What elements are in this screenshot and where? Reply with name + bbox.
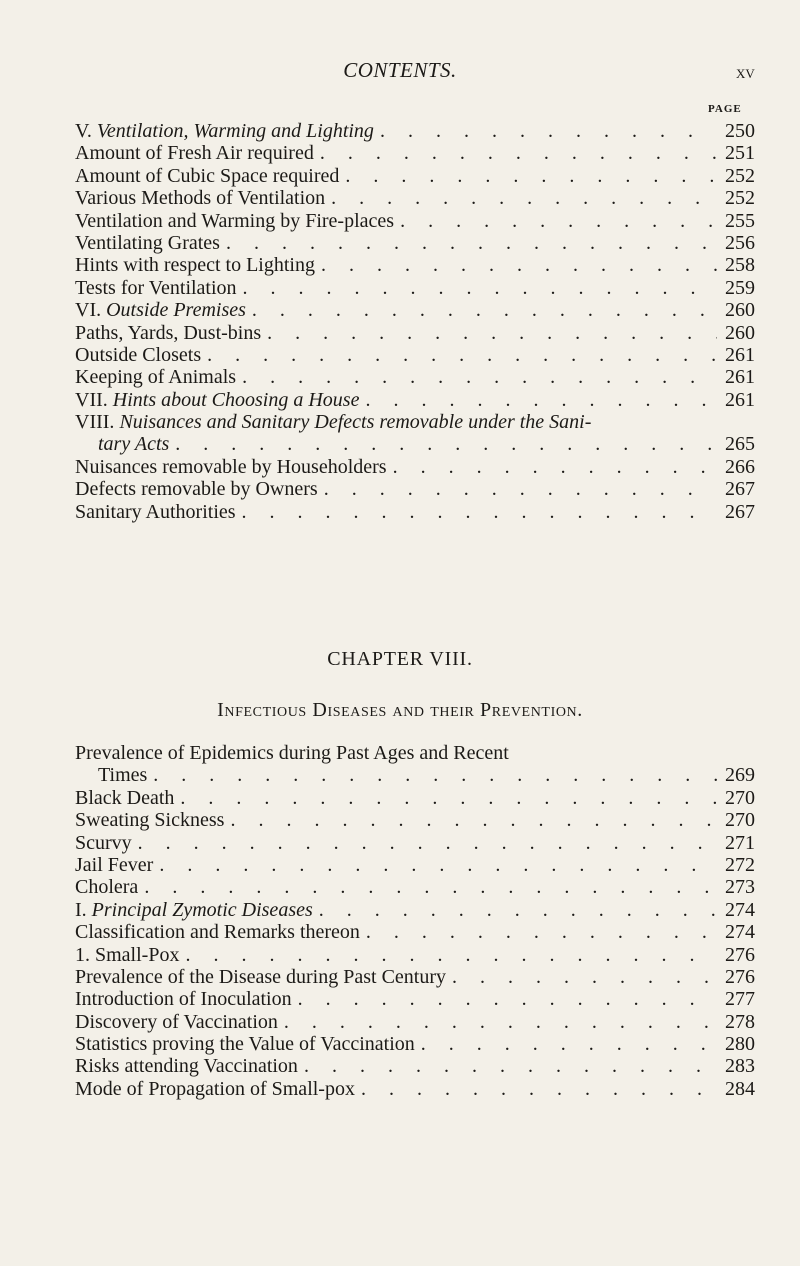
toc-entry-text: Ventilation, Warming and Lighting: [96, 120, 374, 142]
toc-entry-first-line: [75, 742, 755, 764]
toc-entry-page: 271: [725, 831, 755, 854]
toc-entry-page: 261: [725, 388, 755, 411]
toc-entry: [75, 433, 755, 455]
toc-entry: [75, 210, 755, 232]
dot-leader: [318, 478, 717, 500]
toc-entry-text: Outside Premises: [106, 299, 246, 322]
dot-leader: [446, 966, 717, 988]
toc-entry-title: [75, 921, 360, 943]
toc-entry-page: 274: [725, 898, 755, 921]
running-head: [0, 58, 800, 88]
dot-leader: [415, 1033, 717, 1055]
toc-entry-title: [75, 944, 179, 966]
toc-entry: [75, 232, 755, 254]
dot-leader: [138, 876, 717, 898]
toc-entry-text: Jail Fever: [75, 853, 154, 876]
dot-leader: [315, 254, 717, 276]
toc-entry-page: 274: [725, 921, 755, 944]
toc-entry-text: Sweating Sickness: [75, 809, 225, 832]
dot-leader: [355, 1078, 717, 1100]
toc-entry-title: [75, 787, 174, 809]
toc-entry: [75, 1033, 755, 1055]
dot-leader: [174, 787, 717, 809]
toc-entry-page: 283: [725, 1055, 755, 1078]
dot-leader: [278, 1011, 717, 1033]
dot-leader: [292, 988, 717, 1010]
toc-entry-title: [75, 478, 318, 500]
toc-entry-numeral: VI.: [75, 299, 107, 322]
toc-entry-page: 267: [725, 500, 755, 523]
toc-entry-text: tary Acts: [98, 433, 170, 456]
toc-entry-text: Paths, Yards, Dust-bins: [75, 321, 262, 344]
toc-entry: [75, 988, 755, 1010]
toc-entry: [75, 854, 755, 876]
toc-entry-page: 278: [725, 1010, 755, 1033]
toc-entry: [75, 142, 755, 164]
toc-entry: [75, 277, 755, 299]
toc-entry-page: 252: [725, 164, 755, 187]
toc-entry-title: [75, 165, 339, 187]
toc-entry: [75, 944, 755, 966]
toc-entry-title: [75, 232, 220, 254]
toc-entry-text: Amount of Fresh Air required: [75, 142, 314, 165]
toc-entry-text: Various Methods of Ventilation: [75, 187, 326, 210]
dot-leader: [339, 165, 717, 187]
toc-entry-text: Mode of Propagation of Small-pox: [75, 1077, 355, 1100]
toc-entry: [75, 389, 755, 411]
toc-entry-title: [75, 501, 236, 523]
toc-entry-text: Defects removable by Owners: [75, 478, 318, 501]
toc-entry-page: 260: [725, 299, 755, 322]
toc-entry-text: Statistics proving the Value of Vaccination: [75, 1033, 415, 1056]
toc-entry-title: [75, 120, 374, 142]
toc-entry: [75, 764, 755, 786]
toc-entry-page: 272: [725, 853, 755, 876]
toc-entry-title: [75, 1033, 415, 1055]
toc-entry: [75, 322, 755, 344]
toc-entry-page: 273: [725, 876, 755, 899]
toc-entry-text: Tests for Ventilation: [75, 276, 237, 299]
chapter-heading: CHAPTER VIII.: [327, 648, 473, 670]
toc-entry-title: [75, 299, 246, 321]
toc-entry-page: 261: [725, 343, 755, 366]
dot-leader: [169, 433, 717, 455]
toc-entry-text: Cholera: [75, 876, 139, 899]
toc-entry-title: [75, 277, 237, 299]
toc-entry-title: [75, 456, 387, 478]
dot-leader: [224, 809, 717, 831]
toc-entry: [75, 832, 755, 854]
toc-entry-page: 258: [725, 254, 755, 277]
dot-leader: [374, 120, 717, 142]
toc-entry-title: [75, 433, 169, 455]
toc-entry-page: 265: [725, 433, 755, 456]
dot-leader: [313, 899, 717, 921]
dot-leader: [179, 944, 717, 966]
toc-entry-page: 269: [725, 764, 755, 787]
toc-entry-page: 284: [725, 1077, 755, 1100]
chapter-subtitle: Infectious Diseases and their Prevention.: [217, 699, 583, 721]
toc-entry-page: 267: [725, 478, 755, 501]
toc-entry-text: Hints with respect to Lighting: [75, 254, 315, 277]
toc-entry-numeral: V.: [75, 120, 97, 142]
toc-entry: [75, 1011, 755, 1033]
dot-leader: [246, 299, 717, 321]
toc-entry-title: [75, 210, 394, 232]
toc-entry-text: Introduction of Inoculation: [75, 988, 292, 1011]
toc-entry-page: 270: [725, 786, 755, 809]
toc-entry: [75, 187, 755, 209]
toc-entry-numeral: I.: [75, 898, 92, 921]
toc-entry-text: Nuisances removable by Householders: [75, 455, 387, 478]
contents-list-chapter-vii: [75, 120, 755, 523]
toc-entry-title: [75, 899, 313, 921]
toc-entry-title: [75, 1011, 278, 1033]
dot-leader: [360, 921, 717, 943]
toc-entry-page: 276: [725, 965, 755, 988]
toc-entry-text: Prevalence of Epidemics during Past Ages and Recent: [75, 742, 509, 764]
dot-leader: [394, 210, 717, 232]
toc-entry: [75, 501, 755, 523]
dot-leader: [147, 764, 717, 786]
dot-leader: [325, 187, 717, 209]
toc-entry-title: [75, 764, 147, 786]
toc-entry: [75, 165, 755, 187]
toc-entry-text: Risks attending Vaccination: [75, 1055, 298, 1078]
dot-leader: [236, 501, 717, 523]
toc-entry: [75, 876, 755, 898]
toc-entry: [75, 478, 755, 500]
toc-entry-page: 276: [725, 943, 755, 966]
toc-entry-text: Scurvy: [75, 831, 132, 854]
toc-entry-text: Ventilating Grates: [75, 231, 220, 254]
toc-entry-page: 266: [725, 455, 755, 478]
toc-entry-title: [75, 876, 138, 898]
toc-entry: [75, 254, 755, 276]
toc-entry-title: [75, 344, 201, 366]
toc-entry-title: [75, 1078, 355, 1100]
toc-entry: [75, 899, 755, 921]
dot-leader: [201, 344, 717, 366]
toc-entry: [75, 120, 755, 142]
dot-leader: [359, 389, 717, 411]
toc-entry: [75, 1078, 755, 1100]
toc-entry-title: [75, 142, 314, 164]
toc-entry: [75, 787, 755, 809]
dot-leader: [387, 456, 717, 478]
toc-entry-text: Ventilation and Warming by Fire-places: [75, 209, 395, 232]
toc-entry-title: [75, 1055, 298, 1077]
dot-leader: [220, 232, 717, 254]
dot-leader: [314, 142, 717, 164]
toc-entry-text: Amount of Cubic Space required: [75, 164, 340, 187]
toc-entry-page: 261: [725, 366, 755, 389]
toc-entry-title: [75, 809, 224, 831]
toc-entry-text: Black Death: [75, 786, 175, 809]
toc-entry-text: Hints about Choosing a House: [112, 388, 360, 411]
toc-entry: [75, 456, 755, 478]
toc-entry-page: 250: [725, 120, 755, 142]
toc-entry-title: [75, 854, 153, 876]
toc-entry-title: [75, 966, 446, 988]
toc-entry-title: [75, 832, 132, 854]
toc-entry-first-line: [75, 411, 755, 433]
toc-entry-page: 277: [725, 988, 755, 1011]
toc-entry: [75, 366, 755, 388]
toc-entry-text: Nuisances and Sanitary Defects removable under the Sani-: [119, 411, 592, 434]
toc-entry-text: Prevalence of the Disease during Past Century: [75, 965, 447, 988]
toc-entry-page: 256: [725, 231, 755, 254]
toc-entry-page: 259: [725, 276, 755, 299]
toc-entry-page: 252: [725, 187, 755, 210]
toc-entry-page: 255: [725, 209, 755, 232]
dot-leader: [261, 322, 717, 344]
toc-entry-title: [75, 366, 236, 388]
toc-entry-title: [75, 322, 261, 344]
toc-entry: [75, 344, 755, 366]
toc-entry: [75, 809, 755, 831]
dot-leader: [153, 854, 717, 876]
toc-entry: [75, 921, 755, 943]
toc-entry: [75, 1055, 755, 1077]
toc-entry-text: 1. Small-Pox: [75, 943, 180, 966]
toc-entry-text: Discovery of Vaccination: [75, 1010, 278, 1033]
toc-entry-text: Classification and Remarks thereon: [75, 921, 360, 944]
toc-entry: [75, 966, 755, 988]
toc-entry-title: [75, 254, 315, 276]
dot-leader: [298, 1055, 717, 1077]
dot-leader: [236, 366, 717, 388]
toc-entry-text: Sanitary Authorities: [75, 500, 236, 523]
dot-leader: [132, 832, 717, 854]
toc-entry-numeral: VIII.: [75, 411, 120, 434]
toc-entry: [75, 299, 755, 321]
toc-entry-page: 270: [725, 809, 755, 832]
toc-entry-page: 280: [725, 1033, 755, 1056]
toc-entry-text: Keeping of Animals: [75, 366, 237, 389]
running-title: CONTENTS.: [343, 58, 457, 82]
dot-leader: [237, 277, 717, 299]
toc-entry-title: [75, 389, 359, 411]
contents-list-chapter-viii: [75, 742, 755, 1100]
toc-entry-numeral: VII.: [75, 388, 113, 411]
toc-entry-page: 260: [725, 321, 755, 344]
toc-entry-text: Times: [98, 764, 148, 787]
page-number: xv: [736, 62, 755, 82]
toc-entry-text: Principal Zymotic Diseases: [91, 898, 313, 921]
toc-entry-title: [75, 988, 292, 1010]
page-column-label: PAGE: [708, 103, 742, 115]
toc-entry-title: [75, 187, 325, 209]
toc-entry-page: 251: [725, 142, 755, 165]
toc-entry-text: Outside Closets: [75, 343, 202, 366]
